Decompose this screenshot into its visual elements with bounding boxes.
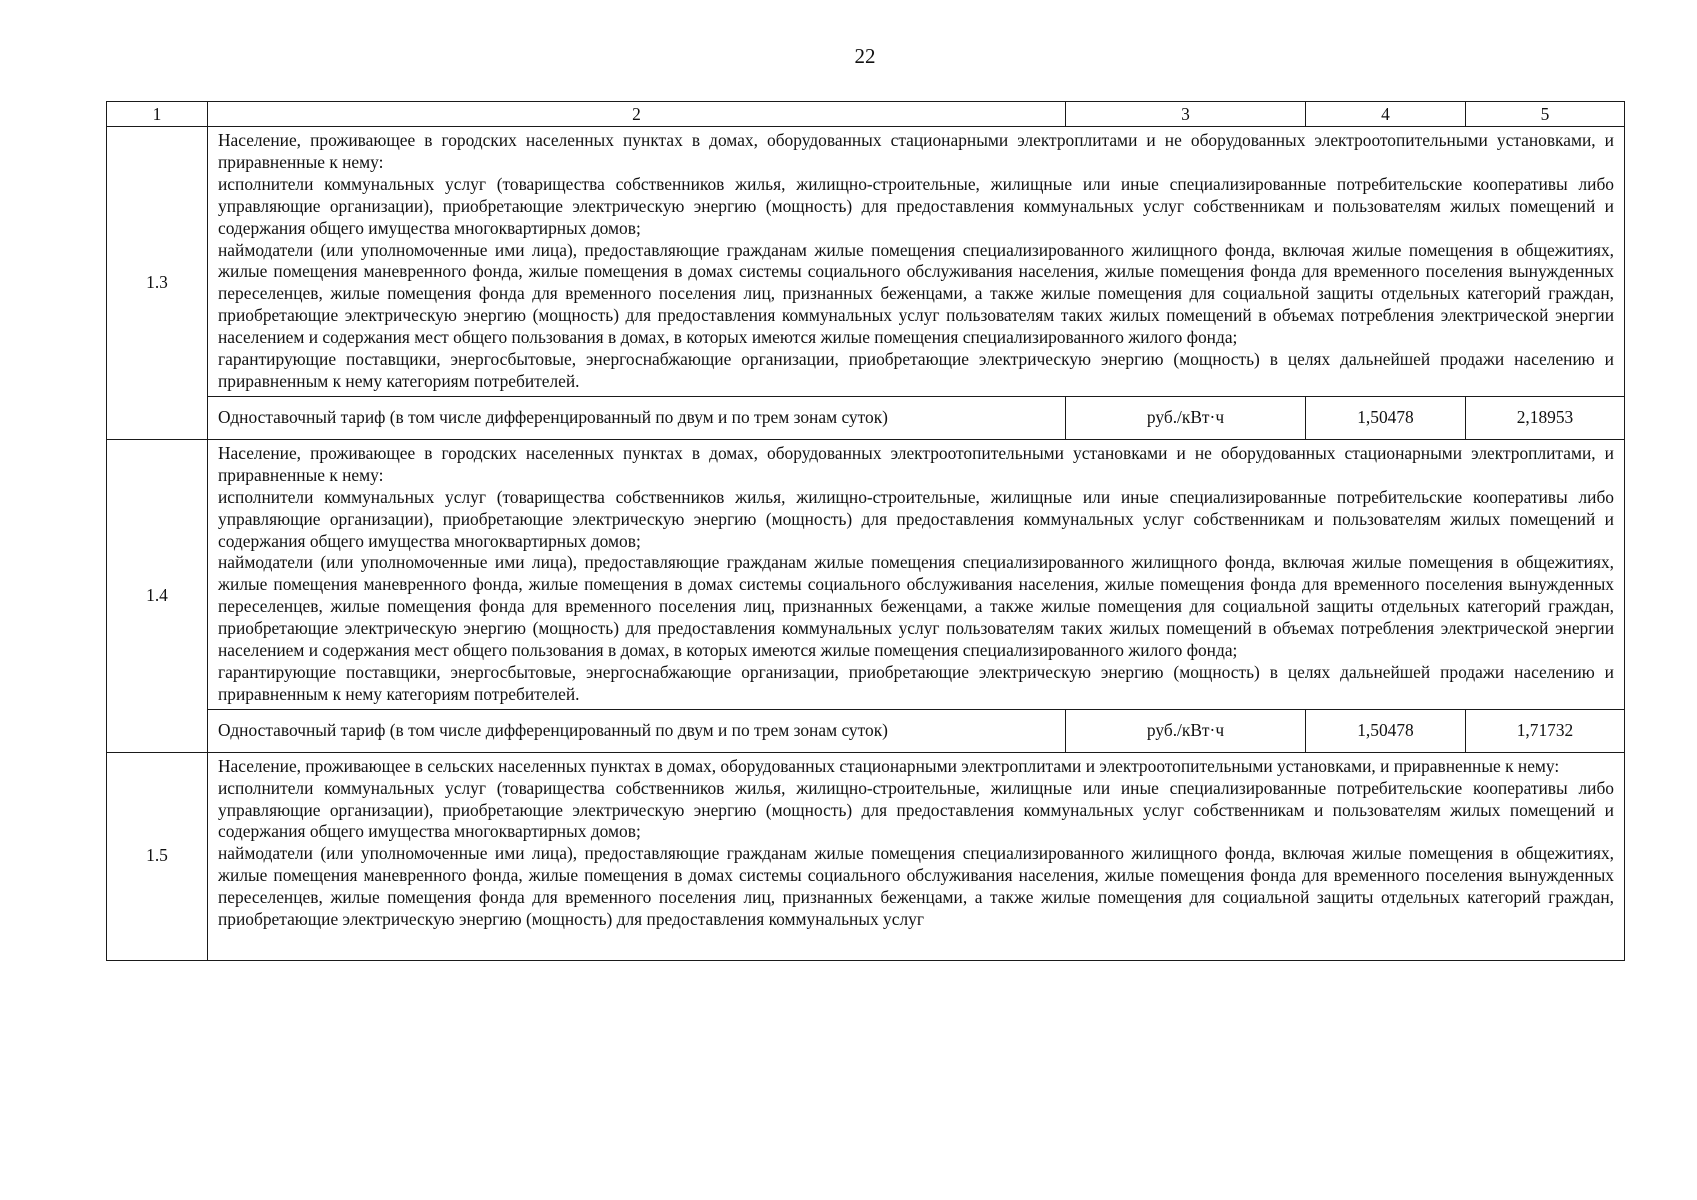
header-col-1: 1 bbox=[107, 102, 208, 127]
table-row bbox=[107, 439, 1625, 709]
tariff-unit: руб./кВт·ч bbox=[1066, 709, 1306, 752]
tariff-table bbox=[106, 101, 1625, 961]
row-number: 1.5 bbox=[107, 752, 208, 960]
description-paragraph: исполнители коммунальных услуг (товарищества собственников жилья, жилищно-строительные, жилищные или иные специализированные потребительские кооперативы либо управляющие организации), приобретающие электрическую энергию (мощность) для предоставления коммунальных услуг собственникам и пользователям жилых помещений и содержания общего имущества многоквартирных домов; bbox=[218, 173, 1614, 238]
tariff-row bbox=[107, 709, 1625, 752]
tariff-name: Одноставочный тариф (в том числе дифференцированный по двум и по трем зонам суток) bbox=[208, 709, 1066, 752]
description-paragraph: Население, проживающее в сельских населенных пунктах в домах, оборудованных стационарными электроплитами и электроотопительными установками, и приравненные к нему: bbox=[218, 755, 1560, 776]
header-col-4: 4 bbox=[1306, 102, 1466, 127]
table-row bbox=[107, 127, 1625, 397]
description-paragraph: гарантирующие поставщики, энергосбытовые, энергоснабжающие организации, приобретающие электрическую энергию (мощность) в целях дальнейшей продажи населению и приравненным к нему категориям потребителей. bbox=[218, 661, 1614, 704]
tariff-name: Одноставочный тариф (в том числе дифференцированный по двум и по трем зонам суток) bbox=[208, 396, 1066, 439]
tariff-row bbox=[107, 396, 1625, 439]
table-header-row bbox=[107, 102, 1625, 127]
header-col-3: 3 bbox=[1066, 102, 1306, 127]
description-truncated bbox=[218, 756, 1614, 957]
consumer-description bbox=[208, 439, 1625, 709]
tariff-unit: руб./кВт·ч bbox=[1066, 396, 1306, 439]
page-number: 22 bbox=[854, 44, 876, 68]
tariff-value-col5: 2,18953 bbox=[1466, 396, 1625, 439]
description-paragraph: гарантирующие поставщики, энергосбытовые, энергоснабжающие организации, приобретающие электрическую энергию (мощность) в целях дальнейшей продажи населению и приравненным к нему категориям потребителей. bbox=[218, 349, 1614, 391]
description-paragraph: Население, проживающее в городских населенных пунктах в домах, оборудованных стационарными электроплитами и не оборудованных электроотопительными установками, и приравненные к нему: bbox=[218, 130, 1614, 172]
description-paragraph: исполнители коммунальных услуг (товарищества собственников жилья, жилищно-строительные, жилищные или иные специализированные потребительские кооперативы либо управляющие организации), приобретающие электрическую энергию (мощность) для предоставления коммунальных услуг собственникам и пользователям жилых помещений и содержания общего имущества многоквартирных домов; bbox=[218, 486, 1614, 551]
consumer-description bbox=[208, 127, 1625, 397]
tariff-value-col5: 1,71732 bbox=[1466, 709, 1625, 752]
header-col-5: 5 bbox=[1466, 102, 1625, 127]
tariff-value-col4: 1,50478 bbox=[1306, 396, 1466, 439]
table-row bbox=[107, 752, 1625, 960]
tariff-value-col4: 1,50478 bbox=[1306, 709, 1466, 752]
description-paragraph: исполнители коммунальных услуг (товарищества собственников жилья, жилищно-строительные, жилищные или иные специализированные потребительские кооперативы либо управляющие организации), приобретающие электрическую энергию (мощность) для предоставления коммунальных услуг собственникам и пользователям жилых помещений и содержания общего имущества многоквартирных домов; bbox=[218, 777, 1614, 842]
description-paragraph: наймодатели (или уполномоченные ими лица), предоставляющие гражданам жилые помещения специализированного жилищного фонда, включая жилые помещения в общежитиях, жилые помещения маневренного фонда, жилые помещения в домах системы социального обслуживания населения, жилые помещения фонда для временного поселения вынужденных переселенцев, жилые помещения фонда для временного поселения лиц, признанных беженцами, а также жилые помещения для социальной защиты отдельных категорий граждан, приобретающие электрическую энергию (мощность) для предоставления коммунальных услуг пользователям таких жилых помещений в объемах потребления электрической энергии населением и содержания мест общего пользования в домах, в которых имеются жилые помещения специализированного жилого фонда; bbox=[218, 552, 1614, 661]
description-paragraph: наймодатели (или уполномоченные ими лица), предоставляющие гражданам жилые помещения специализированного жилищного фонда, включая жилые помещения в общежитиях, жилые помещения маневренного фонда, жилые помещения в домах системы социального обслуживания населения, жилые помещения фонда для временного поселения вынужденных переселенцев, жилые помещения фонда для временного поселения лиц, признанных беженцами, а также жилые помещения для социальной защиты отдельных категорий граждан, приобретающие электрическую энергию (мощность) для предоставления коммунальных услуг пользователям таких жилых помещений в объемах потребления электрической энергии населением и содержания мест общего пользования в домах, в которых имеются жилые помещения специализированного жилого фонда; bbox=[218, 239, 1614, 348]
description-paragraph: наймодатели (или уполномоченные ими лица), предоставляющие гражданам жилые помещения специализированного жилищного фонда, включая жилые помещения в общежитиях, жилые помещения маневренного фонда, жилые помещения в домах системы социального обслуживания населения, жилые помещения фонда для временного поселения вынужденных переселенцев, жилые помещения фонда для временного поселения лиц, признанных беженцами, а также жилые помещения для социальной защиты отдельных категорий граждан, приобретающие электрическую энергию (мощность) для предоставления коммунальных услуг bbox=[218, 843, 1614, 930]
consumer-description bbox=[208, 752, 1625, 960]
row-number: 1.4 bbox=[107, 439, 208, 752]
row-number: 1.3 bbox=[107, 127, 208, 440]
description-paragraph: Население, проживающее в городских населенных пунктах в домах, оборудованных электроотопительными установками и не оборудованных стационарными электроплитами, и приравненные к нему: bbox=[218, 442, 1614, 485]
header-col-2: 2 bbox=[208, 102, 1066, 127]
